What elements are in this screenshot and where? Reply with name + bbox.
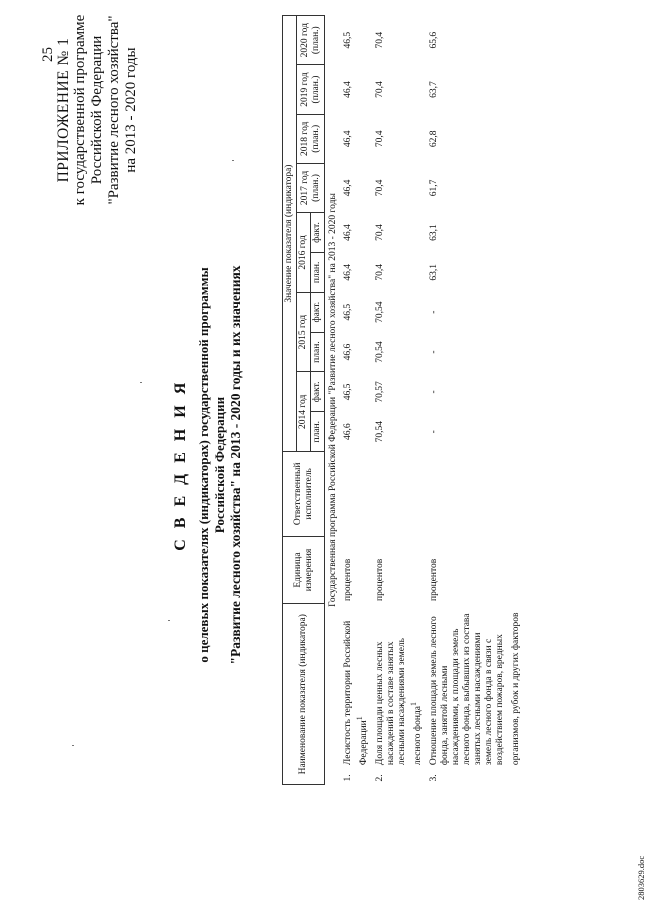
value-cell: 70,57: [375, 381, 386, 403]
appendix-title: ПРИЛОЖЕНИЕ № 1: [55, 37, 72, 183]
appendix-line-4: на 2013 - 2020 годы: [123, 47, 139, 173]
row-executor: [425, 452, 523, 536]
header-values-group: Значение показателя (индикатора): [283, 16, 297, 452]
value-cell: -: [429, 390, 440, 394]
indicators-table: [282, 15, 523, 785]
header-2017: 2017 год (план.): [297, 163, 325, 212]
header-2016: 2016 год: [297, 213, 311, 293]
value-cell: 62,8: [429, 130, 440, 148]
heading-line-1: о целевых показателях (индикаторах) государственной программы Российской Федерации: [196, 267, 227, 663]
header-2020: 2020 год (план.): [297, 16, 325, 65]
header-2015: 2015 год: [297, 292, 311, 372]
table-row: [371, 16, 425, 785]
header-executor: Ответственный исполнитель: [283, 452, 325, 536]
value-cell: 46,4: [343, 81, 353, 98]
value-cell: 46,4: [343, 264, 353, 281]
value-cell: 63,1: [429, 264, 440, 281]
value-cell: 46,5: [343, 31, 353, 49]
row-executor: [339, 452, 371, 536]
row-index: 3.: [429, 774, 440, 782]
value-cell: 70,4: [375, 264, 386, 281]
value-cell: 70,4: [375, 179, 386, 197]
row-unit: процентов: [429, 558, 440, 601]
scan-speck: [168, 620, 170, 621]
header-2018: 2018 год (план.): [297, 114, 325, 163]
document-heading: [172, 255, 244, 675]
value-cell: 61,7: [429, 179, 440, 197]
header-plan: план.: [311, 412, 325, 452]
value-cell: 46,4: [343, 224, 353, 241]
value-cell: 46,5: [343, 383, 353, 401]
header-fact: факт.: [311, 213, 325, 253]
row-name: Отношение площади земель лесного фонда, занятой лесными насаждениями, к площади земель лесного фонда, выбывших из состава занятых лесными насаждениями земель лесного фонда в связи с воздействием пожаров, вредных организмов, рубок и других факторов: [429, 612, 522, 766]
row-name: Доля площади ценных лесных насаждений в составе занятых лесными насаждениями земель лесного фонда$^1$: [375, 638, 424, 766]
value-cell: 63,7: [429, 81, 440, 98]
header-fact: факт.: [311, 292, 325, 332]
value-cell: 46,4: [343, 179, 353, 197]
page-number: 25: [40, 47, 56, 62]
value-cell: 63,1: [429, 224, 440, 241]
row-executor: [371, 452, 425, 536]
row-index: 2.: [375, 774, 386, 782]
scan-speck: [72, 745, 74, 746]
value-cell: 70,4: [375, 224, 386, 241]
row-index: 1.: [343, 774, 353, 782]
value-cell: 70,4: [375, 31, 386, 49]
appendix-line-2: Российской Федерации: [89, 35, 105, 185]
document-id: 2803629.doc: [636, 855, 646, 900]
value-cell: 65,6: [429, 31, 440, 49]
header-fact: факт.: [311, 372, 325, 412]
table-row: [339, 16, 371, 785]
value-cell: 46,6: [343, 423, 353, 441]
table-row: [425, 16, 523, 785]
section-title: Государственная программа Российской Федерации "Развитие лесного хозяйства" на 2013 - 2020 годы: [328, 193, 338, 607]
value-cell: 70,4: [375, 81, 386, 98]
value-cell: 70,4: [375, 130, 386, 148]
appendix-block: [55, 0, 140, 225]
header-plan: план.: [311, 252, 325, 292]
header-2019: 2019 год (план.): [297, 65, 325, 114]
row-unit: процентов: [343, 558, 353, 601]
row-name: Лесистость территории Российской Федерации$^1$: [343, 620, 370, 766]
appendix-line-1: к государственной программе: [72, 14, 88, 206]
scan-speck: [232, 160, 234, 161]
header-unit: Единица измерения: [283, 536, 325, 604]
value-cell: 70,54: [375, 421, 386, 443]
value-cell: 46,4: [343, 130, 353, 148]
value-cell: 46,6: [343, 343, 353, 361]
value-cell: 70,54: [375, 301, 386, 323]
header-2014: 2014 год: [297, 372, 311, 452]
value-cell: -: [429, 430, 440, 434]
scan-speck: [140, 382, 142, 383]
value-cell: 70,54: [375, 341, 386, 363]
appendix-line-3: "Развитие лесного хозяйства": [106, 15, 122, 205]
value-cell: 46,5: [343, 303, 353, 321]
header-plan: план.: [311, 332, 325, 372]
heading-title: С В Е Д Е Н И Я: [172, 379, 189, 551]
value-cell: -: [429, 350, 440, 354]
header-name: Наименование показателя (индикатора): [283, 604, 325, 785]
row-unit: процентов: [375, 558, 386, 601]
heading-line-2: "Развитие лесного хозяйства" на 2013 - 2020 годы и их значениях: [228, 265, 243, 665]
value-cell: -: [429, 310, 440, 314]
